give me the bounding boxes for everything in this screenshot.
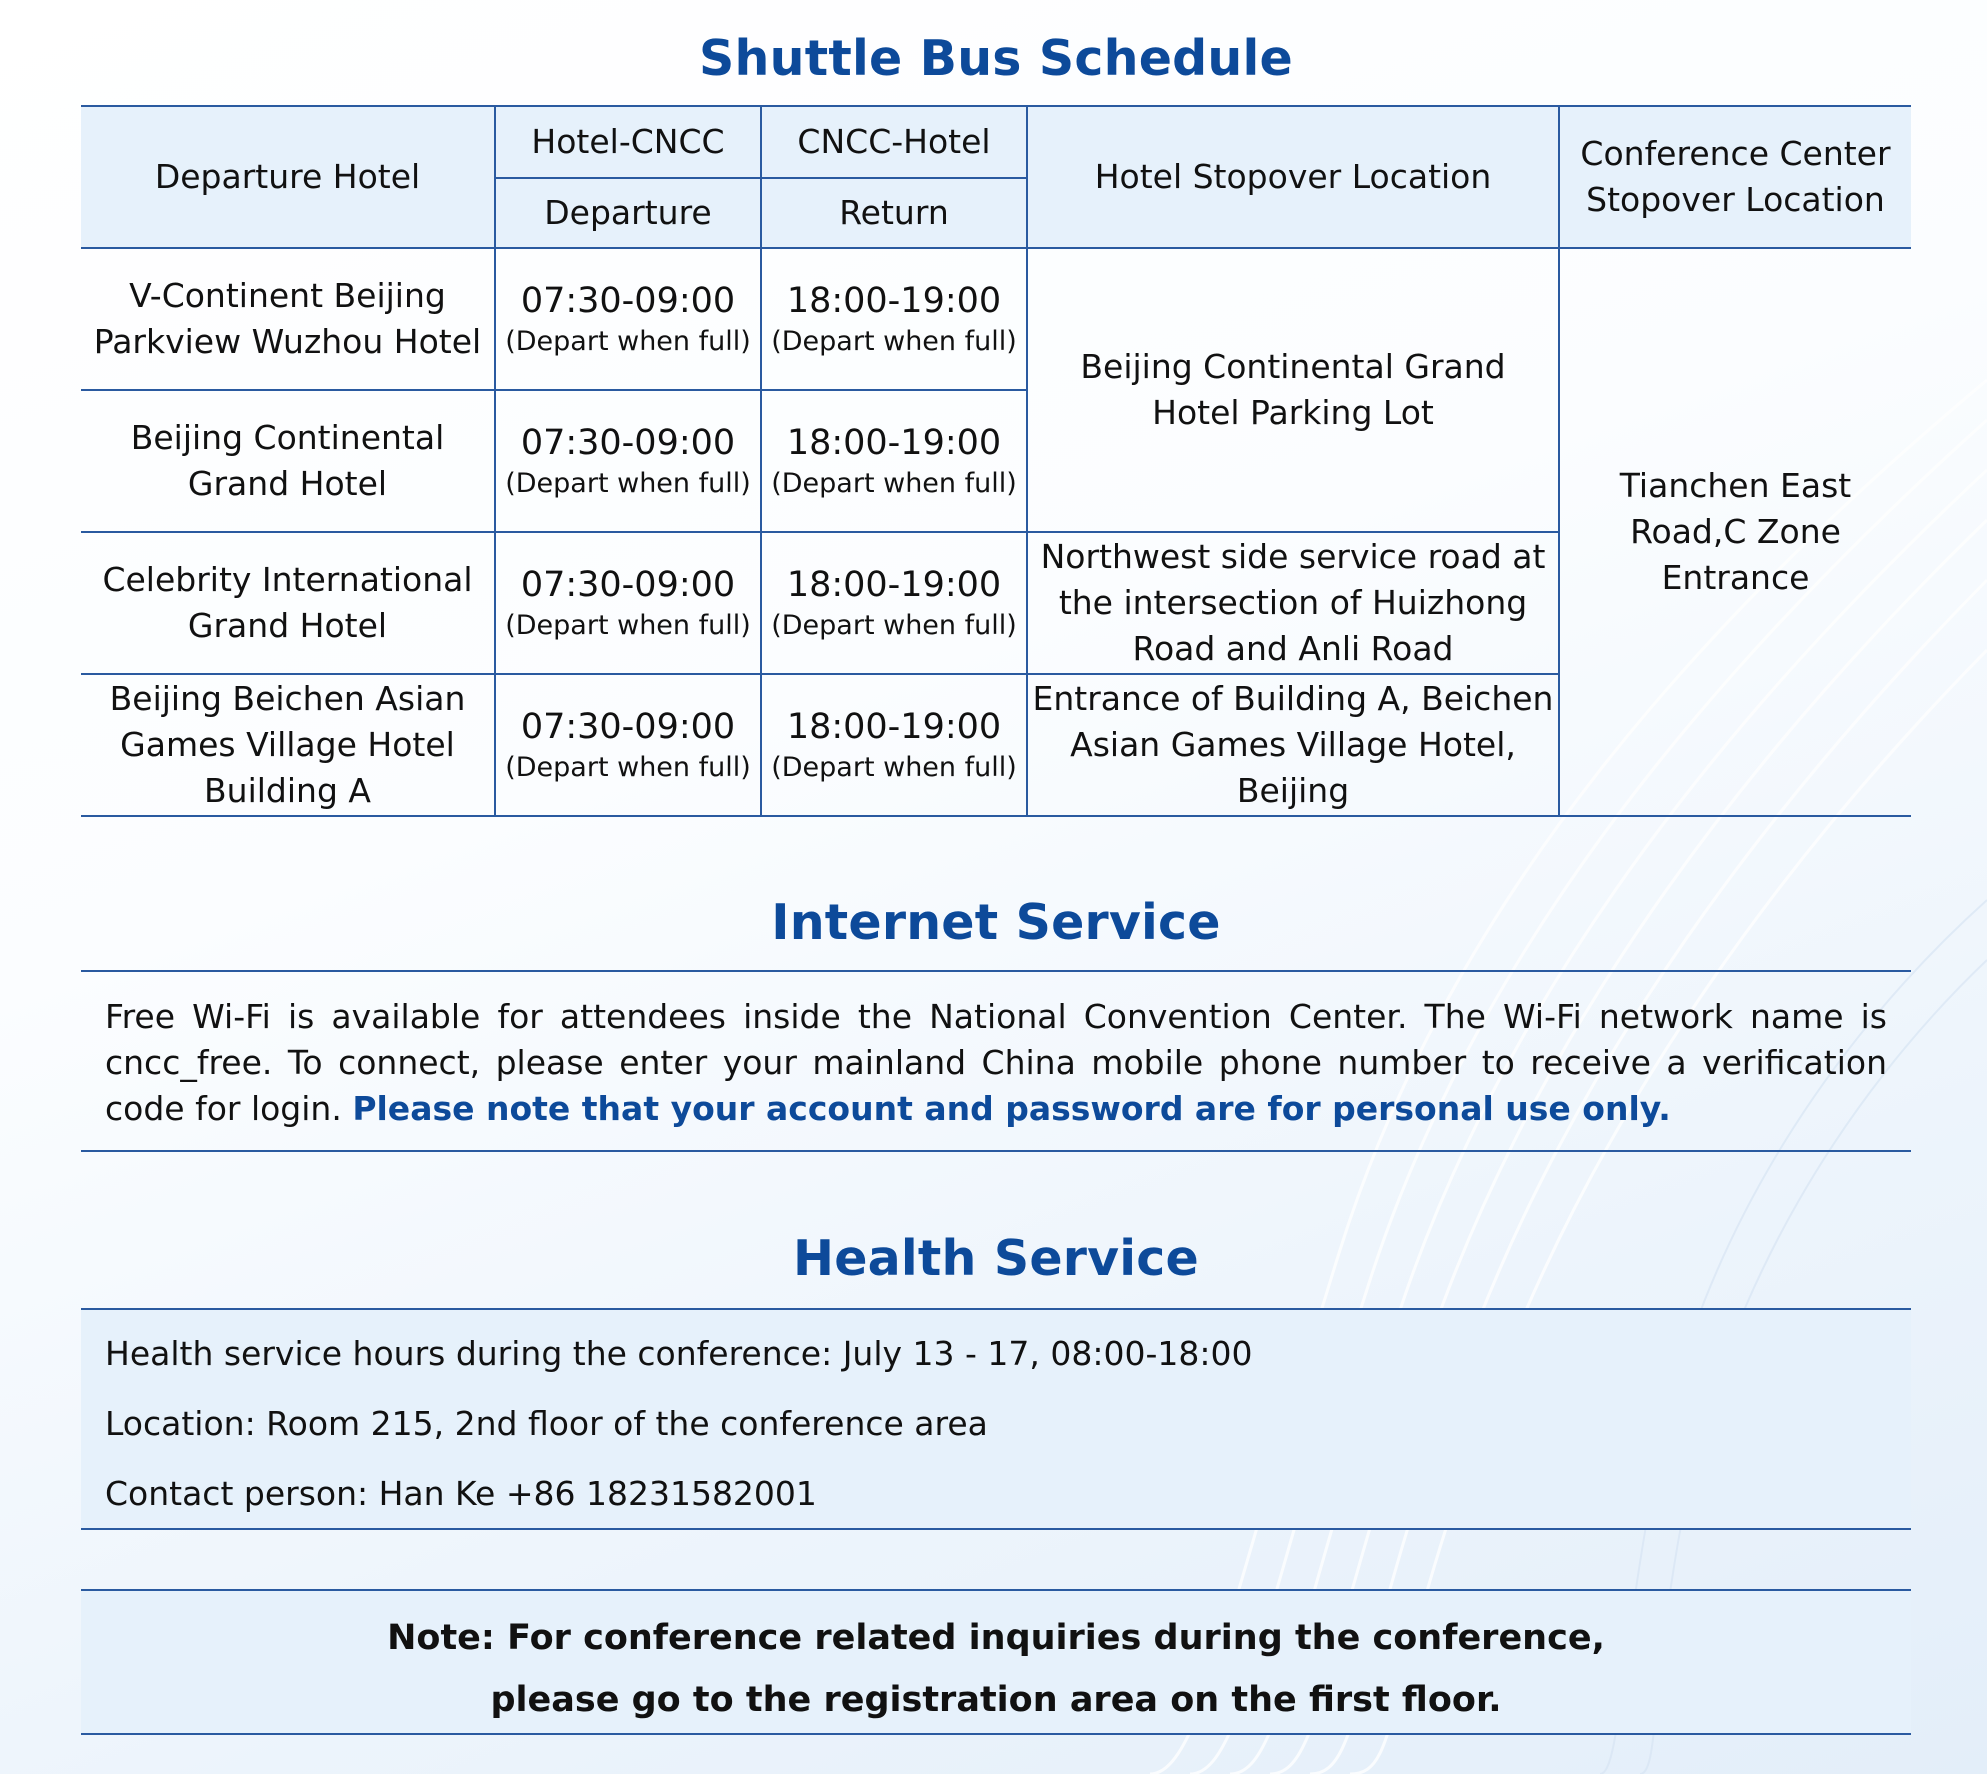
departure-time: 07:30-09:00	[520, 423, 736, 464]
return-note: (Depart when full)	[771, 751, 1017, 783]
shuttle-schedule-table	[81, 105, 1911, 817]
internet-paragraph	[105, 994, 1887, 1132]
hotel-stopover-location: Beijing Continental Grand Hotel Parking Lot	[1027, 248, 1559, 532]
note-line-1: Note: For conference related inquiries during the conference,	[387, 1618, 1605, 1658]
departure-cell	[495, 390, 761, 532]
departure-cell	[495, 674, 761, 816]
departure-note: (Depart when full)	[505, 467, 751, 499]
header-departure: Departure	[495, 178, 761, 248]
return-note: (Depart when full)	[771, 325, 1017, 357]
departure-cell	[495, 532, 761, 674]
header-cncc-hotel: CNCC-Hotel	[761, 106, 1027, 178]
note-box	[81, 1589, 1911, 1735]
return-cell	[761, 674, 1027, 816]
health-service-box	[81, 1308, 1911, 1530]
header-return: Return	[761, 178, 1027, 248]
departure-note: (Depart when full)	[505, 751, 751, 783]
departure-note: (Depart when full)	[505, 609, 751, 641]
hotel-stopover-location: Northwest side service road at the intersection of Huizhong Road and Anli Road	[1027, 532, 1559, 674]
return-note: (Depart when full)	[771, 609, 1017, 641]
internet-section-title: Internet Service	[771, 894, 1221, 951]
departure-time: 07:30-09:00	[520, 707, 736, 748]
header-hotel-cncc: Hotel-CNCC	[495, 106, 761, 178]
hotel-stopover-location: Entrance of Building A, Beichen Asian Games Village Hotel, Beijing	[1027, 674, 1559, 816]
return-cell	[761, 248, 1027, 390]
return-time: 18:00-19:00	[786, 707, 1002, 748]
center-stopover-location: Tianchen East Road,C Zone Entrance	[1559, 248, 1911, 816]
hotel-name: Beijing Beichen Asian Games Village Hotel Building A	[81, 674, 495, 816]
return-time: 18:00-19:00	[786, 565, 1002, 606]
header-hotel-stopover: Hotel Stopover Location	[1027, 106, 1559, 248]
health-section-title: Health Service	[793, 1230, 1199, 1287]
internet-highlight: Please note that your account and password are for personal use only.	[352, 1089, 1671, 1128]
health-contact: Contact person: Han Ke +86 18231582001	[105, 1474, 817, 1513]
health-hours: Health service hours during the conference: July 13 - 17, 08:00-18:00	[105, 1334, 1253, 1373]
internet-text: Free Wi-Fi is available for attendees inside the National Convention Center. The Wi-Fi network name is cncc_free. To connect, please enter your mainland China mobile phone number to receive a verification code for login.	[105, 997, 1887, 1128]
return-cell	[761, 532, 1027, 674]
return-cell	[761, 390, 1027, 532]
return-time: 18:00-19:00	[786, 281, 1002, 322]
departure-cell	[495, 248, 761, 390]
header-departure-hotel: Departure Hotel	[81, 106, 495, 248]
hotel-name: Beijing Continental Grand Hotel	[81, 390, 495, 532]
departure-time: 07:30-09:00	[520, 565, 736, 606]
return-time: 18:00-19:00	[786, 423, 1002, 464]
note-line-2: please go to the registration area on the first floor.	[490, 1680, 1502, 1720]
departure-time: 07:30-09:00	[520, 281, 736, 322]
hotel-name: Celebrity International Grand Hotel	[81, 532, 495, 674]
shuttle-section-title: Shuttle Bus Schedule	[699, 30, 1293, 87]
return-note: (Depart when full)	[771, 467, 1017, 499]
hotel-name: V-Continent Beijing Parkview Wuzhou Hotel	[81, 248, 495, 390]
table-row	[81, 248, 1911, 390]
departure-note: (Depart when full)	[505, 325, 751, 357]
internet-service-box	[81, 970, 1911, 1152]
health-location: Location: Room 215, 2nd floor of the conference area	[105, 1404, 988, 1443]
header-center-stopover: Conference Center Stopover Location	[1559, 106, 1911, 248]
table-header-row	[81, 106, 1911, 178]
